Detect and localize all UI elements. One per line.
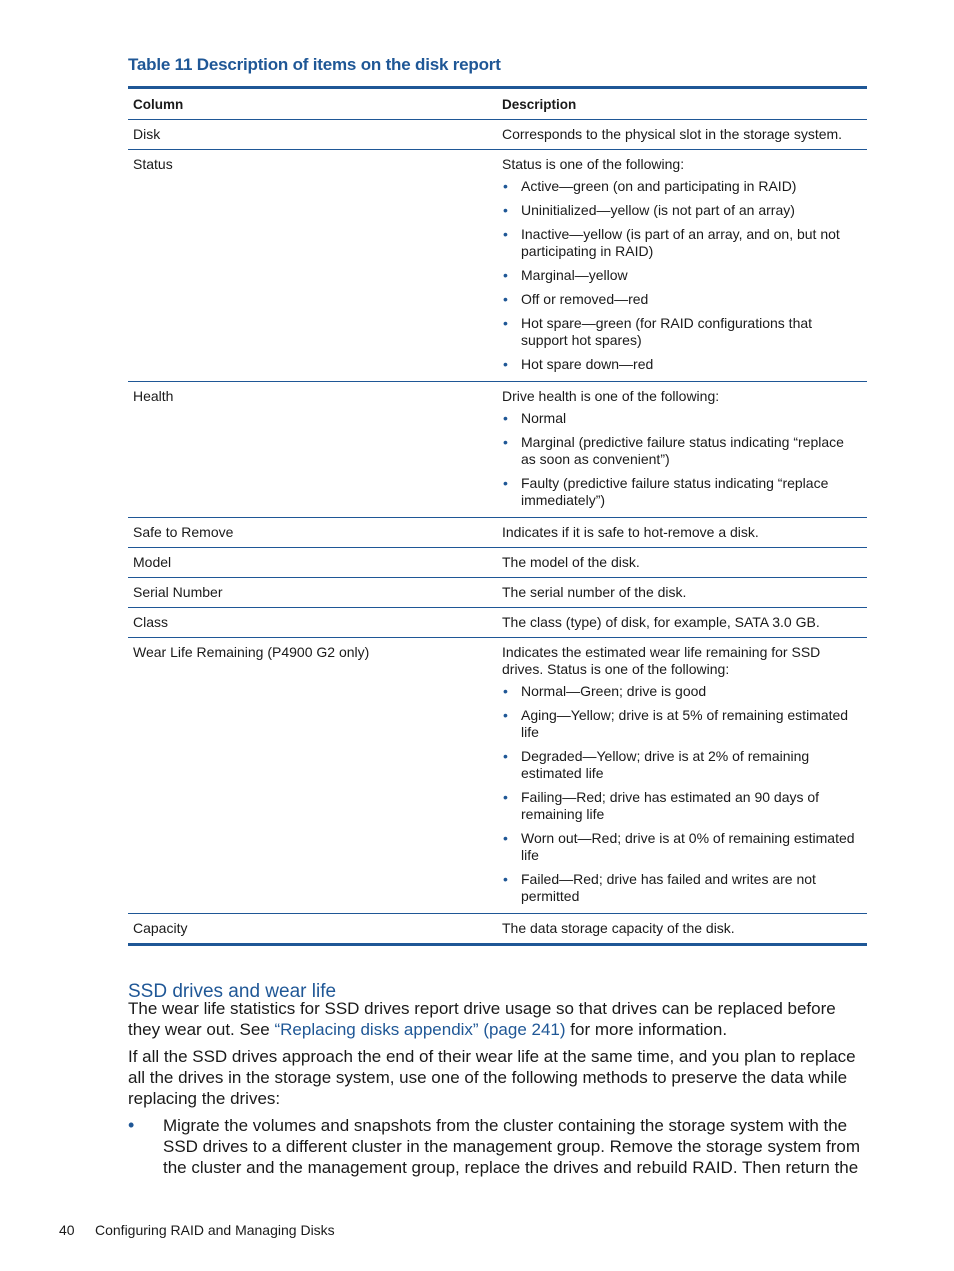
- row-description: [497, 382, 867, 518]
- footer-title: Configuring RAID and Managing Disks: [95, 1222, 335, 1238]
- table-row: [128, 578, 867, 608]
- row-name: Safe to Remove: [128, 518, 497, 548]
- list-item: • Uninitialized—yellow (is not part of an array): [502, 202, 862, 219]
- row-description: The data storage capacity of the disk.: [497, 914, 867, 945]
- section-heading: SSD drives and wear life: [128, 980, 337, 1002]
- table-row: [128, 382, 867, 518]
- health-list: [502, 410, 862, 509]
- row-name: Model: [128, 548, 497, 578]
- row-description: Corresponds to the physical slot in the storage system.: [497, 120, 867, 150]
- list-item: • Off or removed—red: [502, 291, 862, 308]
- row-description-text: Status is one of the following:: [502, 156, 685, 172]
- page-footer: [59, 1222, 335, 1238]
- list-item: • Failing—Red; drive has estimated an 90 days of remaining life: [502, 789, 862, 823]
- page-number: 40: [59, 1222, 75, 1238]
- list-item: • Hot spare down—red: [502, 356, 862, 373]
- replacing-disks-link[interactable]: “Replacing disks appendix” (page 241): [274, 1020, 566, 1039]
- row-name: Health: [128, 382, 497, 518]
- header-description: Description: [497, 88, 867, 120]
- row-name: Disk: [128, 120, 497, 150]
- wear-list: [502, 683, 862, 905]
- row-description-text: Indicates the estimated wear life remaining for SSD drives. Status is one of the following:: [502, 644, 821, 677]
- row-name: Class: [128, 608, 497, 638]
- row-name: Status: [128, 150, 497, 382]
- list-item: • Active—green (on and participating in RAID): [502, 178, 862, 195]
- list-item: • Marginal—yellow: [502, 267, 862, 284]
- row-name: Wear Life Remaining (P4900 G2 only): [128, 638, 497, 914]
- disk-report-table: [128, 86, 867, 946]
- list-item: • Aging—Yellow; drive is at 5% of remaining estimated life: [502, 707, 862, 741]
- row-description: The serial number of the disk.: [497, 578, 867, 608]
- list-item: • Degraded—Yellow; drive is at 2% of remaining estimated life: [502, 748, 862, 782]
- row-name: Serial Number: [128, 578, 497, 608]
- table-header-row: [128, 88, 867, 120]
- list-item: • Inactive—yellow (is part of an array, and on, but not participating in RAID): [502, 226, 862, 260]
- paragraph-text: The wear life statistics for SSD drives report drive usage so that drives can be replaced before they wear out. See: [128, 999, 836, 1039]
- list-item: • Worn out—Red; drive is at 0% of remaining estimated life: [502, 830, 862, 864]
- table-row: [128, 150, 867, 382]
- list-item: • Marginal (predictive failure status indicating “replace as soon as convenient”): [502, 434, 862, 468]
- table-row: [128, 518, 867, 548]
- paragraph-wear-stats: [128, 998, 867, 1040]
- row-description: [497, 150, 867, 382]
- list-item: • Normal—Green; drive is good: [502, 683, 862, 700]
- table-row: [128, 120, 867, 150]
- list-item: • Faulty (predictive failure status indicating “replace immediately”): [502, 475, 862, 509]
- table-row: [128, 914, 867, 945]
- list-item: • Hot spare—green (for RAID configurations that support hot spares): [502, 315, 862, 349]
- row-description-text: Drive health is one of the following:: [502, 388, 720, 404]
- row-description: The model of the disk.: [497, 548, 867, 578]
- row-description: The class (type) of disk, for example, SATA 3.0 GB.: [497, 608, 867, 638]
- table-row: [128, 608, 867, 638]
- status-list: [502, 178, 862, 373]
- row-description: [497, 638, 867, 914]
- header-column: Column: [128, 88, 497, 120]
- paragraph-text: for more information.: [565, 1020, 728, 1039]
- list-item: • Migrate the volumes and snapshots from the cluster containing the storage system with the SSD drives to a different cluster in the management group. Remove the storage system from the cluster and the management group, replace the drives and rebuild RAID. Then return the: [128, 1115, 867, 1178]
- table-row: [128, 548, 867, 578]
- paragraph-replace-drives: If all the SSD drives approach the end of their wear life at the same time, and you plan to replace all the drives in the storage system, use one of the following methods to preserve the data while replacing the drives:: [128, 1047, 856, 1108]
- list-item: • Normal: [502, 410, 862, 427]
- table-caption: Table 11 Description of items on the disk report: [128, 55, 501, 74]
- methods-list: [128, 1115, 867, 1178]
- row-name: Capacity: [128, 914, 497, 945]
- list-item: • Failed—Red; drive has failed and writes are not permitted: [502, 871, 862, 905]
- row-description: Indicates if it is safe to hot-remove a disk.: [497, 518, 867, 548]
- table-row: [128, 638, 867, 914]
